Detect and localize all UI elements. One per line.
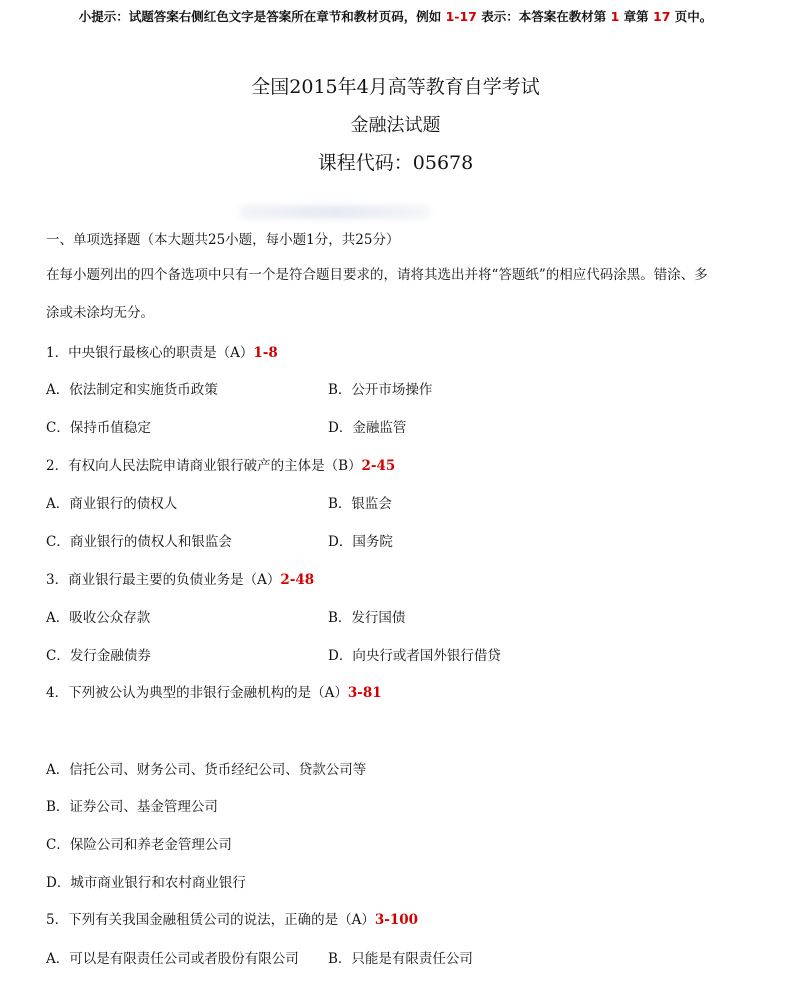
blur-artifact — [240, 205, 430, 219]
option: D．金融监管 — [328, 420, 407, 436]
question-stem — [46, 908, 418, 928]
option: A．信托公司、财务公司、货币经纪公司、贷款公司等 — [46, 762, 367, 778]
option: D．向央行或者国外银行借贷 — [328, 648, 501, 664]
question-stem — [46, 681, 382, 701]
question-text: 3．商业银行最主要的负债业务是（A） — [46, 572, 281, 588]
question-text: 5．下列有关我国金融租赁公司的说法，正确的是（A） — [46, 912, 375, 928]
option: D．国务院 — [328, 534, 393, 550]
answer-reference: 3-100 — [374, 912, 419, 928]
question-text: 1．中央银行最核心的职责是（A） — [46, 345, 254, 361]
option: B．发行国债 — [328, 610, 406, 626]
option: D．城市商业银行和农村商业银行 — [46, 875, 246, 891]
course-code: 课程代码：05678 — [317, 152, 474, 174]
hint-example: 1-17 — [445, 9, 477, 24]
question-text: 2．有权向人民法院申请商业银行破产的主体是（B） — [46, 458, 362, 474]
answer-reference: 2-48 — [280, 572, 315, 588]
option: A．商业银行的债权人 — [46, 496, 178, 512]
option: C．商业银行的债权人和银监会 — [46, 534, 232, 550]
option: B．证券公司、基金管理公司 — [46, 799, 218, 815]
question-stem — [46, 454, 395, 474]
hint-page: 17 — [653, 9, 671, 24]
exam-subject: 金融法试题 — [350, 115, 441, 136]
option: A．可以是有限责任公司或者股份有限公司 — [46, 951, 299, 967]
option: C．保险公司和养老金管理公司 — [46, 837, 232, 853]
hint-banner — [0, 7, 791, 25]
answer-reference: 2-45 — [361, 458, 396, 474]
hint-text: 表示：本答案在教材第 — [476, 9, 611, 24]
question-stem — [46, 341, 278, 361]
answer-reference: 3-81 — [347, 685, 382, 701]
hint-chapter: 1 — [610, 9, 620, 24]
instructions-line: 涂或未涂均无分。 — [46, 305, 154, 321]
option: A．依法制定和实施货币政策 — [46, 382, 218, 398]
answer-reference: 1-8 — [253, 345, 278, 361]
section-heading: 一、单项选择题（本大题共25小题，每小题1分，共25分） — [46, 232, 400, 248]
hint-text: 页中。 — [670, 9, 713, 24]
option: A．吸收公众存款 — [46, 610, 151, 626]
question-text: 4．下列被公认为典型的非银行金融机构的是（A） — [46, 685, 348, 701]
option: B．公开市场操作 — [328, 382, 433, 398]
option: B．只能是有限责任公司 — [328, 951, 473, 967]
question-stem — [46, 568, 314, 588]
hint-text: 小提示：试题答案右侧红色文字是答案所在章节和教材页码，例如 — [78, 9, 446, 24]
exam-title: 全国2015年4月高等教育自学考试 — [251, 76, 540, 98]
instructions-line: 在每小题列出的四个备选项中只有一个是符合题目要求的，请将其选出并将“答题纸”的相应代码涂黑。错涂、多 — [46, 267, 708, 283]
option: C．发行金融债券 — [46, 648, 151, 664]
option: B．银监会 — [328, 496, 392, 512]
option: C．保持币值稳定 — [46, 420, 151, 436]
hint-text: 章第 — [619, 9, 653, 24]
